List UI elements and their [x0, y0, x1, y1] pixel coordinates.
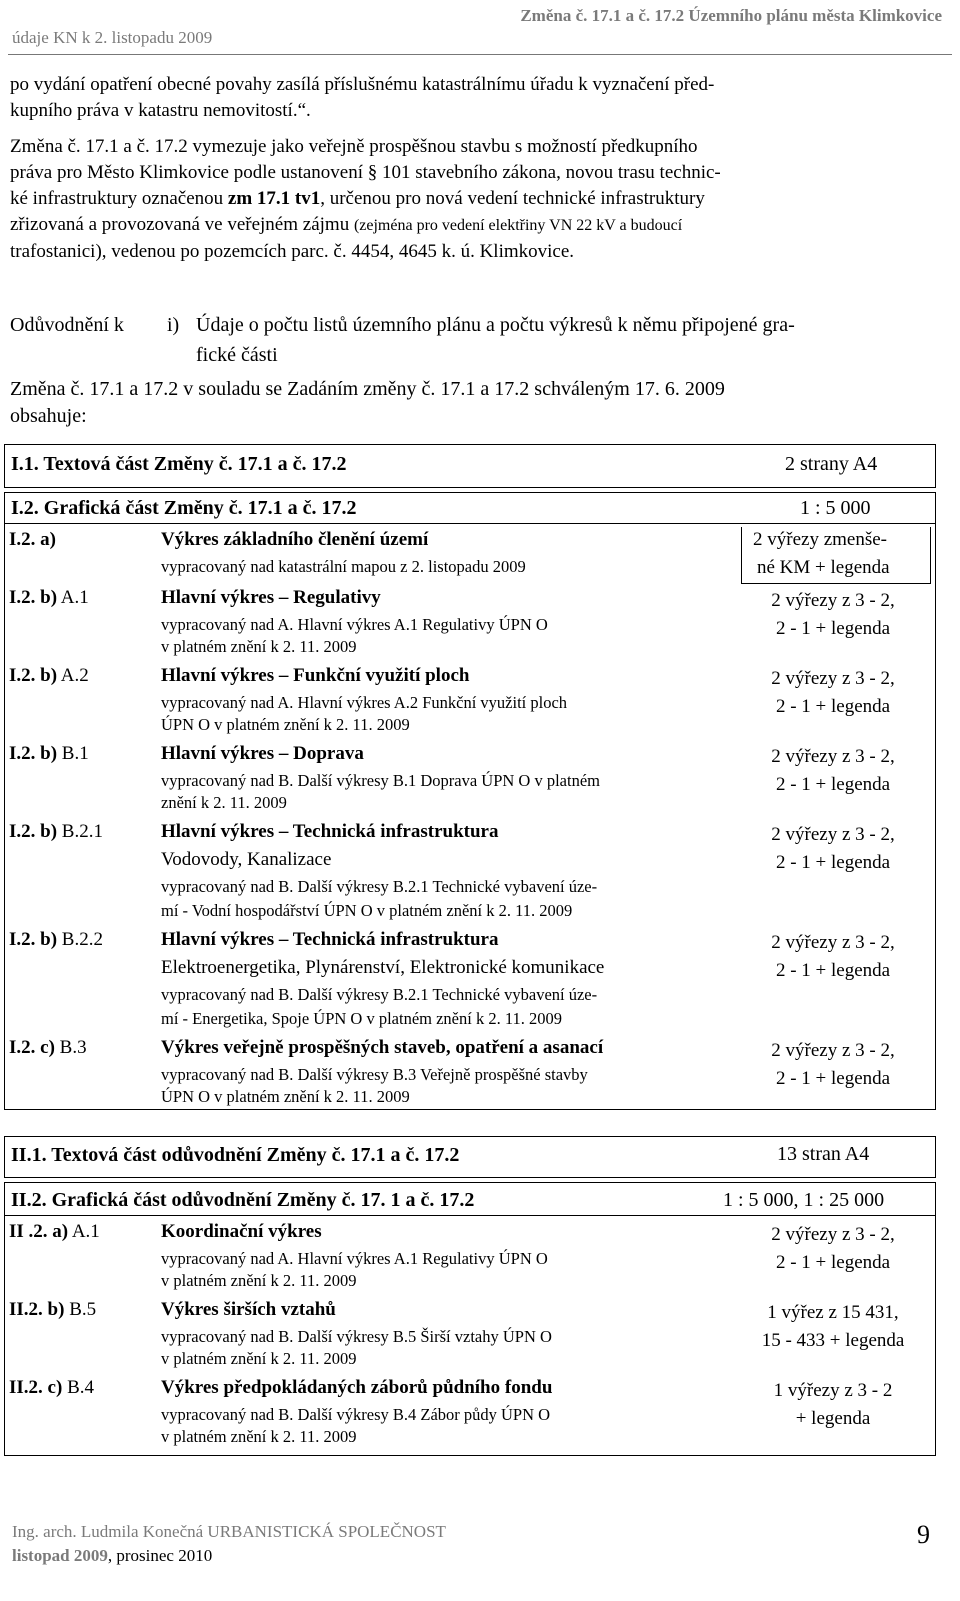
table-justification-graphic-rule	[5, 1215, 935, 1216]
footer-author: Ing. arch. Ludmila Konečná URBANISTICKÁ SPOLEČNOST	[12, 1522, 446, 1541]
paragraph-1-line-1: po vydání opatření obecné povahy zasílá příslušnému katastrálnímu úřadu k vyznačení před-	[10, 74, 715, 95]
table-row: II.2. c) B.4 Výkres předpokládaných záborů půdního fondu vypracovaný nad B. Další výkresy B.4 Zábor půdy ÚPN O v platném znění k 2. 11. 2009 1 výřezy z 3 - 2 + legenda	[9, 1377, 893, 1446]
header-left: údaje KN k 2. listopadu 2009	[12, 28, 213, 47]
table-text-part-label: I.1. Textová část Změny č. 17.1 a č. 17.2	[11, 453, 347, 475]
table-row: I.2. b) A.2 Hlavní výkres – Funkční využití ploch vypracovaný nad A. Hlavní výkres A.2 Funkční využití ploch ÚPN O v platném znění k 2. 11. 2009 2 výřezy z 3 - 2, 2 - 1 + legenda	[9, 665, 895, 734]
table-graphic-part-value: 1 : 5 000	[800, 497, 871, 519]
table-row: II .2. a) A.1 Koordinační výkres vypracovaný nad A. Hlavní výkres A.1 Regulativy ÚPN O v platném znění k 2. 11. 2009 2 výřezy z 3 - 2, 2 - 1 + legenda	[9, 1221, 895, 1290]
paragraph-2-line-1: Změna č. 17.1 a č. 17.2 vymezuje jako veřejně prospěšnou stavbu s možností předkupního	[10, 136, 698, 157]
justification-text-1: Údaje o počtu listů územního plánu a počtu výkresů k němu připojené gra-	[196, 314, 795, 336]
paragraph-1-line-2: kupního práva v katastru nemovitostí.“.	[10, 100, 311, 121]
paragraph-2-line-4: zřizovaná a provozovaná ve veřejném zájmu (zejména pro vedení elektřiny VN 22 kV a budoucí	[10, 214, 683, 235]
paragraph-2-line-3: ké infrastruktury označenou zm 17.1 tv1, určenou pro nová vedení technické infrastruktury	[10, 188, 705, 209]
table-justification-text	[4, 1136, 936, 1178]
table-row: II.2. b) B.5 Výkres širších vztahů vypracovaný nad B. Další výkresy B.5 Širší vztahy ÚPN O v platném znění k 2. 11. 2009 1 výřez z 15 431, 15 - 433 + legenda	[9, 1299, 905, 1368]
footer-date: listopad 2009, prosinec 2010	[12, 1546, 213, 1565]
paragraph-2	[10, 134, 934, 265]
table-row: I.2. b) B.2.2 Hlavní výkres – Technická infrastruktura Elektroenergetika, Plynárenství, Elektronické komunikace vypracovaný nad B. Další výkresy B.2.1 Technické vybavení úze- mí - Energetika, Spoje ÚPN O v platném znění k 2. 11. 2009 2 výřezy z 3 - 2, 2 - 1 + legenda	[9, 929, 895, 1028]
table-text-part-value: 2 strany A4	[785, 453, 878, 475]
intro	[10, 376, 934, 430]
table-row: I.2. b) B.2.1 Hlavní výkres – Technická infrastruktura Vodovody, Kanalizace vypracovaný nad B. Další výkresy B.2.1 Technické vybavení úze- mí - Vodní hospodářství ÚPN O v platném znění k 2. 11. 2009 2 výřezy z 3 - 2, 2 - 1 + legenda	[9, 821, 895, 920]
paragraph-1	[10, 72, 934, 124]
paragraph-2-line-2: práva pro Město Klimkovice podle ustanovení § 101 stavebního zákona, novou trasu technic-	[10, 162, 721, 183]
justification-label: Odůvodnění k	[10, 314, 124, 336]
route-code: zm 17.1 tv1	[227, 188, 321, 209]
table-row: I.2. b) A.1 Hlavní výkres – Regulativy vypracovaný nad A. Hlavní výkres A.1 Regulativy ÚPN O v platném znění k 2. 11. 2009 2 výřezy z 3 - 2, 2 - 1 + legenda	[9, 587, 895, 656]
intro-line-1: Změna č. 17.1 a 17.2 v souladu se Zadáním změny č. 17.1 a 17.2 schváleným 17. 6. 2009	[10, 378, 725, 400]
table-justification-text-label: II.1. Textová část odůvodnění Změny č. 17.1 a č. 17.2	[11, 1144, 460, 1166]
header-right: Změna č. 17.1 a č. 17.2 Územního plánu města Klimkovice	[520, 6, 942, 25]
table-row: I.2. c) B.3 Výkres veřejně prospěšných staveb, opatření a asanací vypracovaný nad B. Další výkresy B.3 Veřejně prospěšné stavby ÚPN O v platném znění k 2. 11. 2009 2 výřezy z 3 - 2, 2 - 1 + legenda	[9, 1037, 895, 1106]
justification-item: i)	[167, 314, 180, 336]
table-justification-graphic	[4, 1182, 936, 1456]
table-row: I.2. a) Výkres základního členění území vypracovaný nad katastrální mapou z 2. listopadu 2009 2 výřezy zmenše- né KM + legenda	[5, 527, 935, 585]
table-graphic-part	[4, 492, 936, 1110]
table-graphic-part-label: I.2. Grafická část Změny č. 17.1 a č. 17.2	[11, 497, 357, 519]
table-justification-graphic-value: 1 : 5 000, 1 : 25 000	[723, 1189, 885, 1211]
page-number: 9	[917, 1520, 930, 1549]
justification-text-2: fické části	[196, 344, 278, 366]
table-justification-graphic-label: II.2. Grafická část odůvodnění Změny č. 17. 1 a č. 17.2	[11, 1189, 475, 1211]
table-text-part	[4, 444, 936, 488]
table-graphic-part-rule	[5, 523, 935, 524]
intro-line-2: obsahuje:	[10, 405, 87, 427]
table-row: I.2. b) B.1 Hlavní výkres – Doprava vypracovaný nad B. Další výkresy B.1 Doprava ÚPN O v platném znění k 2. 11. 2009 2 výřezy z 3 - 2, 2 - 1 + legenda	[9, 743, 895, 812]
header-rule	[8, 54, 952, 55]
table-justification-text-value: 13 stran A4	[777, 1143, 870, 1165]
paragraph-2-line-5: trafostanici), vedenou po pozemcích parc. č. 4454, 4645 k. ú. Klimkovice.	[10, 241, 575, 262]
